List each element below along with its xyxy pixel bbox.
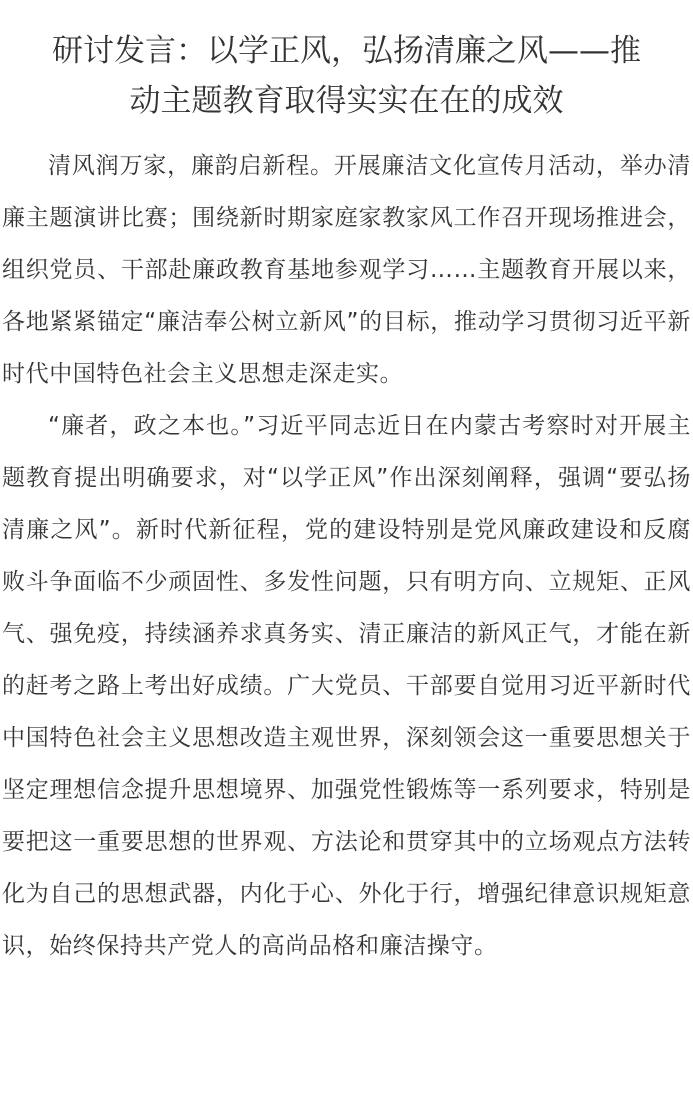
article-title-line-2: 动主题教育取得实实在在的成效 [129,83,564,119]
article-title [2,26,691,126]
article-title-line-1: 研讨发言：以学正风，弘扬清廉之风——推 [52,33,641,69]
article-paragraph-2: “廉者，政之本也。”习近平同志近日在内蒙古考察时对开展主题教育提出明确要求，对“以学正风”作出深刻阐释，强调“要弘扬清廉之风”。新时代新征程，党的建设特别是党风廉政建设和反腐败斗争面临不少顽固性、多发性问题，只有明方向、立规矩、正风气、强免疫，持续涵养求真务实、清正廉洁的新风正气，才能在新的赶考之路上考出好成绩。广大党员、干部要自觉用习近平新时代中国特色社会主义思想改造主观世界，深刻领会这一重要思想关于坚定理想信念提升思想境界、加强党性锻炼等一系列要求，特别是要把这一重要思想的世界观、方法论和贯穿其中的立场观点方法转化为自己的思想武器，内化于心、外化于行，增强纪律意识规矩意识，始终保持共产党人的高尚品格和廉洁操守。 [2,413,691,959]
article-paragraph-1: 清风润万家，廉韵启新程。开展廉洁文化宣传月活动，举办清廉主题演讲比赛；围绕新时期家庭家教家风工作召开现场推进会，组织党员、干部赴廉政教育基地参观学习……主题教育开展以来，各地紧紧锚定“廉洁奉公树立新风”的目标，推动学习贯彻习近平新时代中国特色社会主义思想走深走实。 [2,153,691,387]
